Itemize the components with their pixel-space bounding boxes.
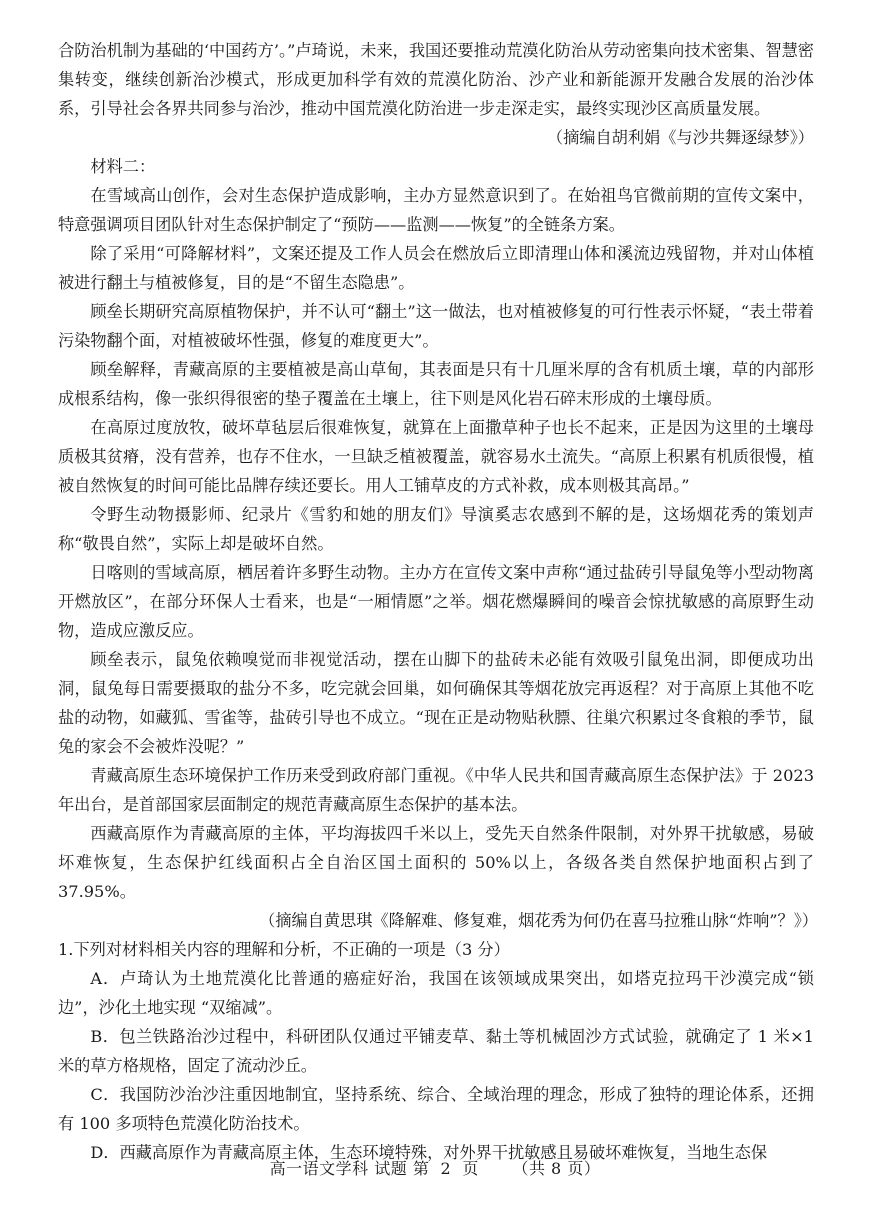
- material-2-paragraph: 在雪域高山创作，会对生态保护造成影响，主办方显然意识到了。在始祖鸟官微前期的宣传文案中，特意强调项目团队针对生态保护制定了“预防——监测——恢复”的全链条方案。: [58, 186, 814, 234]
- question-1-stem: 1.下列对材料相关内容的理解和分析，不正确的一项是（3 分）: [58, 940, 510, 959]
- material-2-paragraph: 西藏高原作为青藏高原的主体，平均海拔四千米以上，受先天自然条件限制，对外界干扰敏感，易破坏难恢复，生态保护红线面积占全自治区国土面积的 50%以上，各级各类自然保护地面积占到了 37.95%。: [58, 824, 814, 901]
- material-2-paragraph: 日喀则的雪域高原，栖居着许多野生动物。主办方在宣传文案中声称“通过盐砖引导鼠兔等小型动物离开燃放区”，在部分环保人士看来，也是“一厢情愿”之举。烟花燃爆瞬间的噪音会惊扰敏感的高原野生动物，造成应激反应。: [58, 563, 814, 640]
- page-footer: [0, 1156, 870, 1179]
- question-1-option-a: A．卢琦认为土地荒漠化比普通的癌症好治，我国在该领域成果突出，如塔克拉玛干沙漠完成“锁边”，沙化土地实现 “双缩减”。: [58, 969, 814, 1017]
- material-2-paragraph: 除了采用“可降解材料”，文案还提及工作人员会在燃放后立即清理山体和溪流边残留物，并对山体植被进行翻土与植被修复，目的是“不留生态隐患”。: [58, 244, 814, 292]
- footer-subject: 高一语文学科 试题 第: [269, 1159, 430, 1178]
- source-citation-2: （摘编自黄思琪《降解难、修复难，烟花秀为何仍在喜马拉雅山脉“炸响”？》）: [259, 911, 818, 930]
- material-2-paragraph: 青藏高原生态环境保护工作历来受到政府部门重视。《中华人民共和国青藏高原生态保护法》于 2023 年出台，是首部国家层面制定的规范青藏高原生态保护的基本法。: [58, 766, 814, 814]
- footer-total-pages: （共 8 页）: [512, 1159, 601, 1178]
- material-2-paragraph: 在高原过度放牧，破坏草毡层后很难恢复，就算在上面撒草种子也长不起来，正是因为这里的土壤母质极其贫瘠，没有营养，也存不住水，一旦缺乏植被覆盖，就容易水土流失。“高原上积累有机质很慢，植被自然恢复的时间可能比品牌存续还要长。用人工铺草皮的方式补救，成本则极其高昂。”: [58, 418, 814, 495]
- material-2-paragraph: 令野生动物摄影师、纪录片《雪豹和她的朋友们》导演奚志农感到不解的是，这场烟花秀的策划声称“敬畏自然”，实际上却是破坏自然。: [58, 505, 814, 553]
- material-2-paragraph: 顾垒长期研究高原植物保护，并不认可“翻土”这一做法，也对植被修复的可行性表示怀疑，“表土带着污染物翻个面，对植被破坏性强，修复的难度更大”。: [58, 302, 814, 350]
- question-1-option-c: C．我国防沙治沙注重因地制宜，坚持系统、综合、全域治理的理念，形成了独特的理论体系，还拥有 100 多项特色荒漠化防治技术。: [58, 1085, 814, 1133]
- material-2-heading: 材料二：: [90, 157, 156, 176]
- question-1-option-b: B．包兰铁路治沙过程中，科研团队仅通过平铺麦草、黏土等机械固沙方式试验，就确定了 1 米×1 米的草方格规格，固定了流动沙丘。: [58, 1027, 814, 1075]
- exam-page: [58, 36, 818, 1167]
- source-citation-1: （摘编自胡利娟《与沙共舞逐绿梦》）: [546, 128, 814, 147]
- footer-page-number: 2: [440, 1159, 452, 1178]
- footer-page-suffix: 页: [462, 1159, 479, 1178]
- continued-paragraph: 合防治机制为基础的‘中国药方’。”卢琦说，未来，我国还要推动荒漠化防治从劳动密集向技术密集、智慧密集转变，继续创新治沙模式，形成更加科学有效的荒漠化防治、沙产业和新能源开发融合发展的治沙体系，引导社会各界共同参与治沙，推动中国荒漠化防治进一步走深走实，最终实现沙区高质量发展。: [58, 41, 814, 118]
- material-2-paragraph: 顾垒表示，鼠兔依赖嗅觉而非视觉活动，摆在山脚下的盐砖未必能有效吸引鼠兔出洞，即便成功出洞，鼠兔每日需要摄取的盐分不多，吃完就会回巢，如何确保其等烟花放完再返程？对于高原上其他不吃盐的动物，如藏狐、雪雀等，盐砖引导也不成立。“现在正是动物贴秋膘、往巢穴积累过冬食粮的季节，鼠兔的家会不会被炸没呢？”: [58, 650, 814, 756]
- material-2-paragraph: 顾垒解释，青藏高原的主要植被是高山草甸，其表面是只有十几厘米厚的含有机质土壤，草的内部形成根系结构，像一张织得很密的垫子覆盖在土壤上，往下则是风化岩石碎末形成的土壤母质。: [58, 360, 814, 408]
- question-1-option-d: D．西藏高原作为青藏高原主体，生态环境特殊，对外界干扰敏感且易破坏难恢复，当地生态保: [90, 1143, 768, 1162]
